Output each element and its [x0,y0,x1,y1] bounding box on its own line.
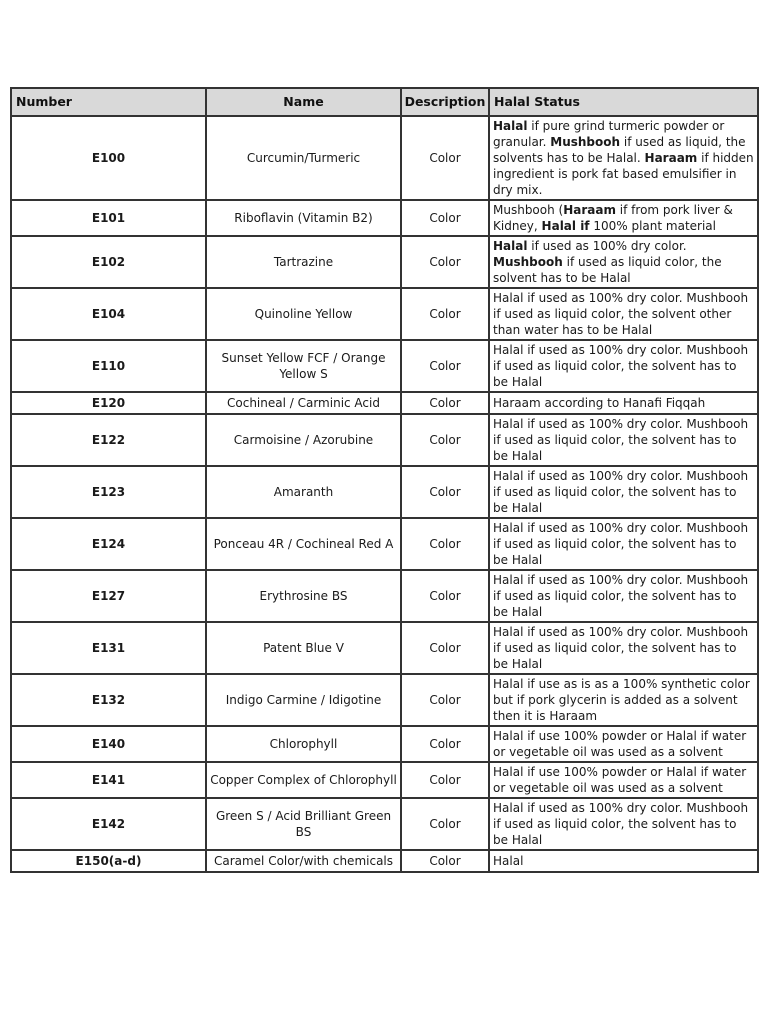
table-body [11,116,758,872]
cell-number: E122 [11,414,206,466]
cell-name: Amaranth [206,466,401,518]
cell-number: E101 [11,200,206,236]
cell-name: Indigo Carmine / Idigotine [206,674,401,726]
cell-name: Erythrosine BS [206,570,401,622]
cell-name: Sunset Yellow FCF / Orange Yellow S [206,340,401,392]
cell-description: Color [401,726,489,762]
cell-description: Color [401,622,489,674]
cell-description: Color [401,116,489,200]
table-row [11,726,758,762]
cell-description: Color [401,518,489,570]
cell-name: Patent Blue V [206,622,401,674]
cell-name: Curcumin/Turmeric [206,116,401,200]
cell-number: E127 [11,570,206,622]
cell-description: Color [401,798,489,850]
cell-number: E100 [11,116,206,200]
table-row [11,392,758,414]
table-row [11,570,758,622]
cell-description: Color [401,570,489,622]
cell-name: Copper Complex of Chlorophyll [206,762,401,798]
cell-name: Cochineal / Carminic Acid [206,392,401,414]
cell-description: Color [401,288,489,340]
table-row [11,414,758,466]
cell-description: Color [401,392,489,414]
cell-halal-status: Halal if use as is as a 100% synthetic color but if pork glycerin is added as a solvent then it is Haraam [489,674,758,726]
cell-name: Quinoline Yellow [206,288,401,340]
table-row [11,466,758,518]
cell-halal-status: Halal if used as 100% dry color. Mushbooh if used as liquid color, the solvent has to be Halal [489,570,758,622]
cell-number: E132 [11,674,206,726]
cell-description: Color [401,236,489,288]
cell-halal-status: Halal if used as 100% dry color. Mushbooh if used as liquid color, the solvent other than water has to be Halal [489,288,758,340]
table-row [11,116,758,200]
cell-description: Color [401,762,489,798]
table-row [11,762,758,798]
table-row [11,798,758,850]
cell-number: E120 [11,392,206,414]
table-row [11,518,758,570]
cell-halal-status: Halal [489,850,758,872]
cell-description: Color [401,466,489,518]
cell-halal-status: Haraam according to Hanafi Fiqqah [489,392,758,414]
cell-description: Color [401,674,489,726]
table-row [11,850,758,872]
cell-halal-status: Mushbooh (Haraam if from pork liver & Kidney, Halal if 100% plant material [489,200,758,236]
cell-halal-status: Halal if used as 100% dry color. Mushbooh if used as liquid color, the solvent has to be Halal [489,340,758,392]
cell-name: Riboflavin (Vitamin B2) [206,200,401,236]
cell-number: E110 [11,340,206,392]
table-row [11,674,758,726]
table-row [11,236,758,288]
cell-name: Carmoisine / Azorubine [206,414,401,466]
cell-number: E102 [11,236,206,288]
cell-name: Green S / Acid Brilliant Green BS [206,798,401,850]
cell-name: Tartrazine [206,236,401,288]
cell-halal-status: Halal if used as 100% dry color. Mushbooh if used as liquid color, the solvent has to be Halal [489,518,758,570]
table-row [11,288,758,340]
cell-number: E131 [11,622,206,674]
cell-halal-status: Halal if used as 100% dry color. Mushbooh if used as liquid color, the solvent has to be Halal [489,466,758,518]
header-row [11,88,758,116]
cell-name: Ponceau 4R / Cochineal Red A [206,518,401,570]
header-number: Number [11,88,206,116]
cell-number: E123 [11,466,206,518]
header-name: Name [206,88,401,116]
cell-halal-status: Halal if used as 100% dry color. Mushbooh if used as liquid color, the solvent has to be Halal [489,798,758,850]
cell-name: Caramel Color/with chemicals [206,850,401,872]
cell-number: E124 [11,518,206,570]
cell-number: E140 [11,726,206,762]
cell-halal-status: Halal if use 100% powder or Halal if water or vegetable oil was used as a solvent [489,726,758,762]
cell-halal-status: Halal if pure grind turmeric powder or granular. Mushbooh if used as liquid, the solvents has to be Halal. Haraam if hidden ingredient is pork fat based emulsifier in dry mix. [489,116,758,200]
cell-description: Color [401,850,489,872]
cell-halal-status: Halal if used as 100% dry color. Mushbooh if used as liquid color, the solvent has to be Halal [489,414,758,466]
cell-halal-status: Halal if used as 100% dry color. Mushbooh if used as liquid color, the solvent has to be Halal [489,236,758,288]
cell-description: Color [401,200,489,236]
header-description: Description [401,88,489,116]
cell-halal-status: Halal if used as 100% dry color. Mushbooh if used as liquid color, the solvent has to be Halal [489,622,758,674]
cell-description: Color [401,340,489,392]
additives-table [10,87,759,873]
cell-number: E142 [11,798,206,850]
cell-halal-status: Halal if use 100% powder or Halal if water or vegetable oil was used as a solvent [489,762,758,798]
table-row [11,340,758,392]
cell-description: Color [401,414,489,466]
cell-number: E104 [11,288,206,340]
cell-number: E150(a-d) [11,850,206,872]
cell-name: Chlorophyll [206,726,401,762]
cell-number: E141 [11,762,206,798]
header-halal-status: Halal Status [489,88,758,116]
table-row [11,200,758,236]
table-row [11,622,758,674]
